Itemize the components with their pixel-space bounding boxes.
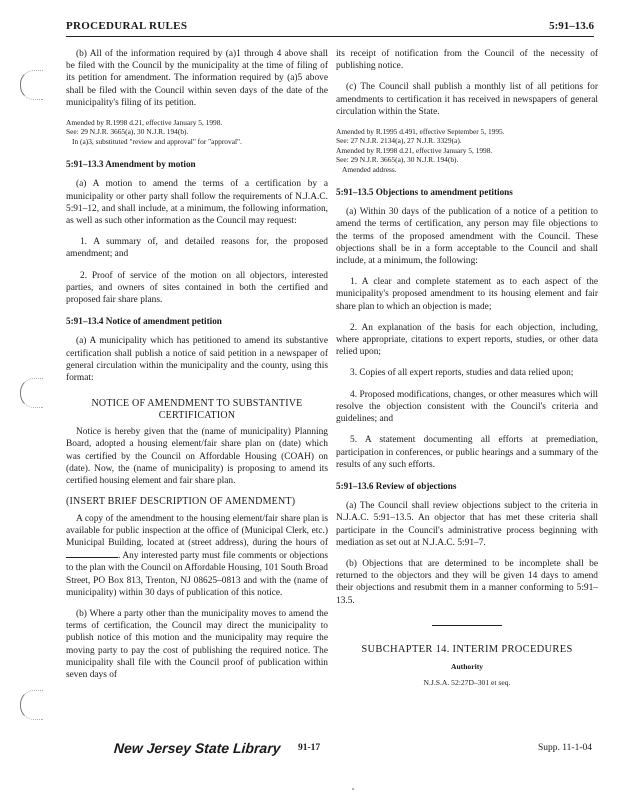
history-line: See: 27 N.J.R. 2134(a), 27 N.J.R. 3329(a). — [336, 136, 462, 146]
list-item: 3. Copies of all expert reports, studies and data relied upon; — [350, 368, 574, 379]
punch-hole-mark — [20, 70, 43, 100]
paragraph-13-4-a: (a) A municipality which has petitioned to amend its substantive certification shall publish a notice of said petition in a newspaper of general circulation within the municipality and the county, using this format: — [66, 336, 328, 384]
paragraph-13-5-a: (a) Within 30 days of the publication of a notice of a petition to amend the terms of certification, any person may file objections to the terms of the proposed amendment with the Council. These objections shall be in a form acceptable to the Council and shall include, at a minimum, the following: — [336, 207, 598, 267]
notice-body: Notice is hereby given that the (name of municipality) Planning Board, adopted a housing element/fair share plan on (date) which was certified by the Council on Affordable Housing (COAH) on (date). Now, the (name of municipality) is proposing to amend its certified housing element and fair share plan. — [66, 427, 328, 487]
section-heading-13-6: 5:91–13.6 Review of objections — [336, 480, 457, 491]
paragraph-13-6-a: (a) The Council shall review objections subject to the criteria in N.J.A.C. 5:91–13.5. An objector that has met these criteria shall participate in the Council's administrative process beginning with mediation as set out at N.J.A.C. 5:91–7. — [336, 501, 598, 548]
paragraph-continuation: its receipt of notification from the Council of the necessity of publishing notice. — [336, 49, 598, 72]
header-title: PROCEDURAL RULES — [66, 20, 188, 32]
paragraph-13-4-b: (b) Where a party other than the municipality moves to amend the terms of certification, the Council may direct the municipality to publish notice of this motion and the municipality may require the moving party to pay the cost of publishing the required notice. The municipality shall file with the Council proof of publication within seven days of — [66, 608, 328, 680]
insert-description-heading: (INSERT BRIEF DESCRIPTION OF AMENDMENT) — [66, 496, 296, 508]
authority-reference: N.J.S.A. 52:27D–301 et seq. — [423, 678, 511, 688]
history-line: Amended by R.1995 d.491, effective September 5, 1995. — [336, 127, 505, 137]
paragraph-b-filing: (b) All of the information required by (a)1 through 4 above shall be filed with the Council by the municipality at the time of filing of its petition for amendment. The information required by (a)5 above shall be filed with the Council within seven days of the date of the municipality's filing of its petition. — [66, 49, 328, 108]
copy-text-part-2: . Any interested party must file comments or objections to the plan with the Council on Affordable Housing, 101 South Broad Street, PO Box 813, Trenton, NJ 08625–0813 and with the (name of municipality) within 30 days of publication of this notice. — [66, 551, 328, 598]
left-column — [66, 48, 328, 690]
header-section-number: 5:91–13.6 — [549, 20, 594, 32]
list-item: 1. A summary of, and detailed reasons for, the proposed amendment; and — [66, 237, 328, 260]
copy-text-part-1: A copy of the amendment to the housing element/fair share plan is available for public inspection at the office of (Municipal Clerk, etc.) Municipal Building, located at (street address), during the hours of — [66, 513, 328, 548]
running-header — [66, 18, 594, 37]
punch-hole-mark — [20, 378, 43, 408]
list-item: 1. A clear and complete statement as to each aspect of the municipality's proposed amendment to its housing element and fair share plan to which an objection is made; — [336, 277, 598, 312]
list-item: 2. Proof of service of the motion on all objectors, interested parties, and owners of sites contained in both the certified and proposed fair share plans. — [66, 270, 328, 306]
authority-label: Authority — [450, 661, 484, 671]
history-line: See: 29 N.J.R. 3665(a), 30 N.J.R. 194(b). — [66, 127, 189, 137]
paragraph-13-6-b: (b) Objections that are determined to be incomplete shall be returned to the objectors and they will be given 14 days to amend their objections and resubmit them in a manner conforming to 5:91–13.5. — [336, 558, 598, 606]
page-number: 91-17 — [298, 743, 321, 753]
page-footer — [0, 740, 618, 764]
paragraph-13-3-a: (a) A motion to amend the terms of a certification by a municipality or other party shall follow the requirements of N.J.A.C. 5:91–12, and shall include, at a minimum, the following information, as well as such other information as the Council may request: — [66, 179, 328, 227]
notice-title: NOTICE OF AMENDMENT TO SUBSTANTIVE CERTIFICATION — [91, 398, 303, 422]
library-stamp: New Jersey State Library — [113, 740, 282, 756]
subchapter-heading: SUBCHAPTER 14. INTERIM PROCEDURES — [361, 643, 573, 655]
copy-availability-paragraph — [66, 513, 328, 599]
scan-speck — [352, 788, 354, 790]
divider — [432, 625, 502, 626]
history-note — [336, 127, 598, 174]
supplement-date: Supp. 11-1-04 — [537, 743, 592, 753]
history-line: Amended address. — [342, 164, 397, 174]
paragraph-13-4-c: (c) The Council shall publish a monthly list of all petitions for amendments to certification it has received in newspapers of general circulation within the State. — [336, 82, 598, 117]
history-line: Amended by R.1998 d.21, effective January 5, 1998. — [336, 145, 493, 155]
history-line: Amended by R.1998 d.21, effective January 5, 1998. — [66, 118, 223, 128]
blank-line — [66, 549, 118, 558]
right-column — [336, 48, 598, 689]
history-line: See: 29 N.J.R. 3665(a), 30 N.J.R. 194(b). — [336, 155, 459, 165]
list-item: 2. An explanation of the basis for each objection, including, where appropriate, citations to expert reports, studies, or other data relied upon; — [336, 322, 598, 358]
list-item: 4. Proposed modifications, changes, or other measures which will resolve the objection consistent with the Council's criteria and guidelines; and — [336, 389, 598, 425]
history-note — [66, 118, 328, 146]
history-line: In (a)3, substituted "review and approval" for "approval". — [72, 136, 242, 146]
section-heading-13-3: 5:91–13.3 Amendment by motion — [66, 159, 196, 170]
punch-hole-mark — [20, 690, 43, 720]
list-item: 5. A statement documenting all efforts at premediation, participation in conferences, or public hearings and a summary of the results of any such efforts. — [336, 435, 598, 470]
section-heading-13-5: 5:91–13.5 Objections to amendment petitions — [336, 187, 513, 198]
section-heading-13-4: 5:91–13.4 Notice of amendment petition — [66, 316, 222, 327]
